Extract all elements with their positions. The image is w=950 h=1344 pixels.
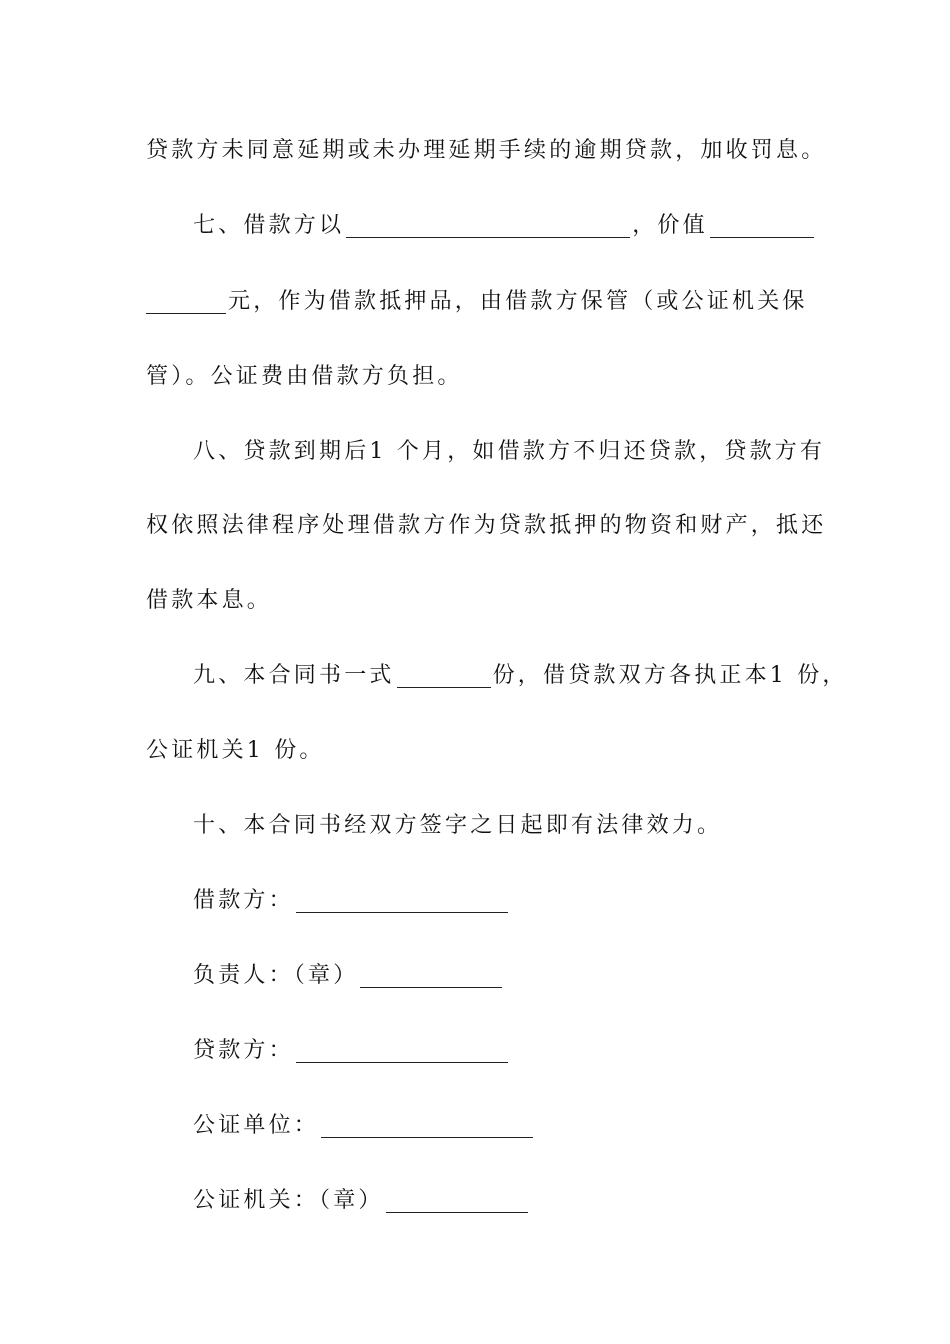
notary-unit-signature-blank[interactable] bbox=[321, 1109, 533, 1138]
collateral-value-blank-part1[interactable] bbox=[710, 209, 814, 238]
paragraph-6-tail-text: 贷款方未同意延期或未办理延期手续的逾期贷款，加收罚息。 bbox=[146, 138, 827, 163]
clause-8-line-1-text: 八、贷款到期后1 个月，如借款方不归还贷款，贷款方有 bbox=[193, 439, 826, 464]
clause-9-prefix: 九、本合同书一式 bbox=[193, 663, 395, 688]
notary-unit-label: 公证单位： bbox=[193, 1113, 320, 1138]
paragraph-9-line-2 bbox=[146, 731, 806, 771]
clause-7-prefix: 七、借款方以 bbox=[193, 213, 345, 238]
collateral-value-blank-part2[interactable] bbox=[146, 285, 226, 314]
signature-borrower-row bbox=[193, 881, 806, 921]
paragraph-7-line-2 bbox=[146, 282, 806, 322]
clause-7-line-3-text: 管）。公证费由借款方负担。 bbox=[146, 364, 463, 389]
borrower-label: 借款方： bbox=[193, 888, 294, 913]
signature-responsible-row bbox=[193, 956, 806, 996]
notary-office-signature-blank[interactable] bbox=[386, 1184, 528, 1213]
clause-10-text: 十、本合同书经双方签字之日起即有法律效力。 bbox=[193, 813, 723, 838]
signature-notary-unit-row bbox=[193, 1106, 806, 1146]
borrower-signature-blank[interactable] bbox=[296, 884, 508, 913]
paragraph-9-line-1 bbox=[193, 656, 848, 696]
paragraph-8-line-3 bbox=[146, 581, 806, 621]
paragraph-7-line-1 bbox=[193, 206, 806, 246]
notary-office-label: 公证机关：（章） bbox=[193, 1188, 384, 1213]
responsible-signature-blank[interactable] bbox=[360, 959, 502, 988]
clause-9-suffix: 份，借贷款双方各执正本1 份， bbox=[492, 663, 848, 688]
copies-count-blank[interactable] bbox=[397, 659, 491, 688]
paragraph-6-tail bbox=[146, 131, 827, 171]
lender-label: 贷款方： bbox=[193, 1038, 294, 1063]
clause-8-line-3-text: 借款本息。 bbox=[146, 588, 273, 613]
lender-signature-blank[interactable] bbox=[296, 1034, 508, 1063]
clause-7-line-2-text: 元，作为借款抵押品，由借款方保管（或公证机关保 bbox=[228, 289, 808, 314]
clause-8-line-2-text: 权依照法律程序处理借款方作为贷款抵押的物资和财产，抵还 bbox=[146, 513, 827, 538]
paragraph-7-line-3 bbox=[146, 357, 806, 397]
signature-notary-office-row bbox=[193, 1181, 806, 1221]
clause-9-line-2-text: 公证机关1 份。 bbox=[146, 738, 325, 763]
paragraph-8-line-1 bbox=[193, 432, 826, 472]
collateral-blank[interactable] bbox=[346, 209, 630, 238]
paragraph-10 bbox=[193, 806, 806, 846]
responsible-label: 负责人：（章） bbox=[193, 963, 359, 988]
signature-lender-row bbox=[193, 1031, 806, 1071]
paragraph-8-line-2 bbox=[146, 506, 827, 546]
clause-7-value-label: ，价值 bbox=[632, 213, 708, 238]
